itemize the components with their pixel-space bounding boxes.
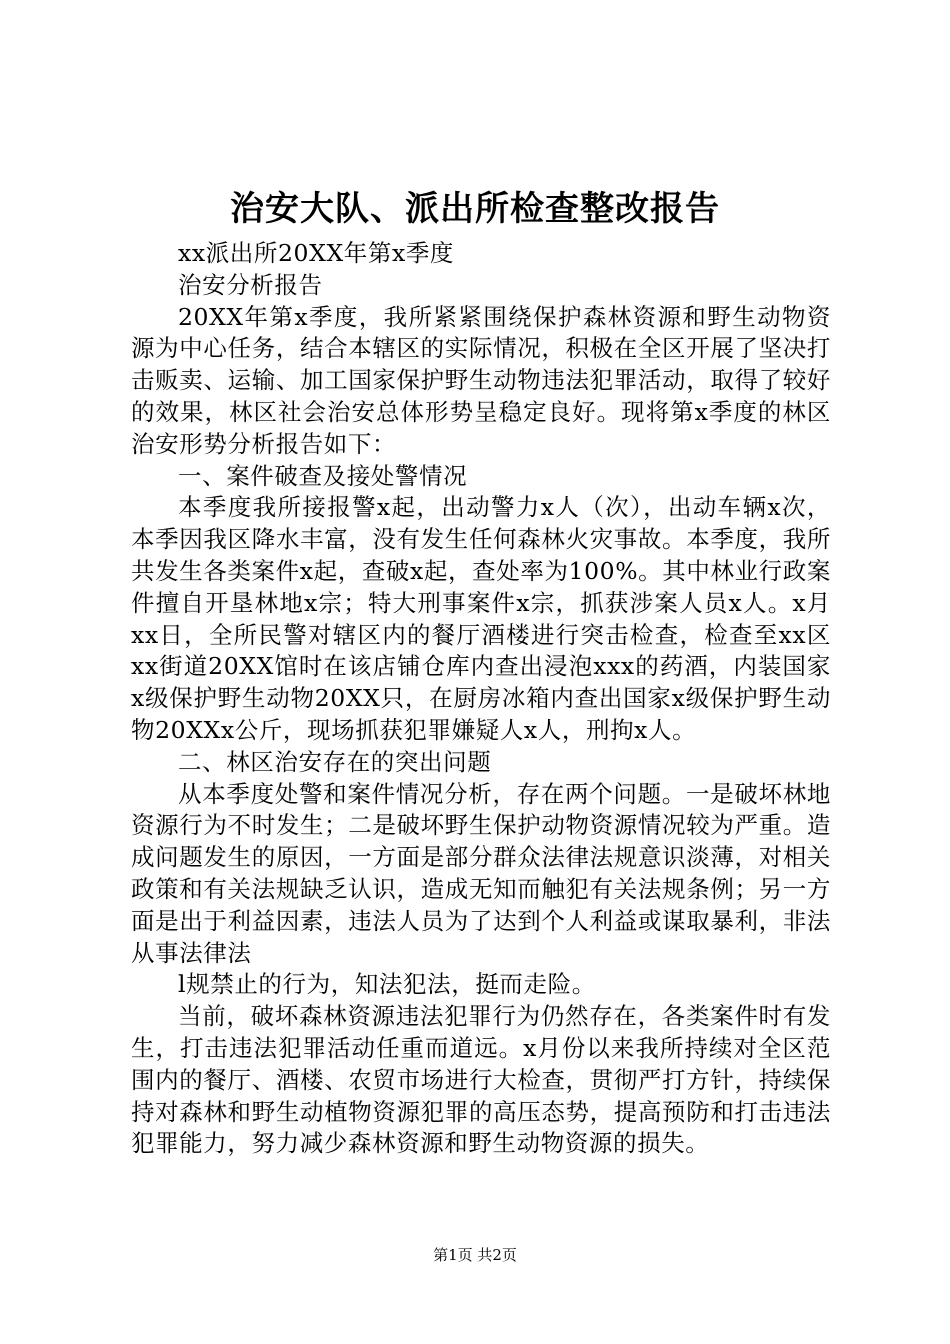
paragraph-subtitle: 治安分析报告 <box>178 270 323 299</box>
section-heading-2: 二、林区治安存在的突出问题 <box>178 747 492 776</box>
paragraph-problems: 从本季度处警和案件情况分析，存在两个问题。一是破坏林地资源行为不时发生；二是破坏野生保护动物资源情况较为严重。造成问题发生的原因，一方面是部分群众法律法规意识淡薄，对相关政策和有关法规缺乏认识，造成无知而触犯有关法规条例；另一方面是出于利益因素，违法人员为了达到个人利益或谋取暴利，非法从事法律法 <box>131 779 831 967</box>
page-footer: 第1页 共2页 <box>433 1246 517 1264</box>
section-heading-1: 一、案件破查及接处警情况 <box>178 461 468 490</box>
paragraph-current: 当前，破坏森林资源违法犯罪行为仍然存在，各类案件时有发生，打击违法犯罪活动任重而道远。x月份以来我所持续对全区范围内的餐厅、酒楼、农贸市场进行大检查，贯彻严打方针，持续保持对森林和野生动植物资源犯罪的高压态势，提高预防和打击违法犯罪能力，努力减少森林资源和野生动物资源的损失。 <box>131 1002 831 1158</box>
paragraph-intro: 20XX年第x季度，我所紧紧围绕保护森林资源和野生动物资源为中心任务，结合本辖区的实际情况，积极在全区开展了坚决打击贩卖、运输、加工国家保护野生动物违法犯罪活动，取得了较好的效果，林区社会治安总体形势呈稳定良好。现将第x季度的林区治安形势分析报告如下： <box>131 302 831 458</box>
paragraph-header-line: xx派出所20XX年第x季度 <box>178 239 455 267</box>
paragraph-cases: 本季度我所接报警x起，出动警力x人（次），出动车辆x次，本季因我区降水丰富，没有发生任何森林火灾事故。本季度，我所共发生各类案件x起，查破x起，查处率为100%。其中林业行政案件擅自开垦林地x宗；特大刑事案件x宗，抓获涉案人员x人。x月xx日，全所民警对辖区内的餐厅酒楼进行突击检查，检查至xx区xx街道20XX馆时在该店铺仓库内查出浸泡xxx的药酒，内装国家x级保护野生动物20XX只，在厨房冰箱内查出国家x级保护野生动物20XXx公斤，现场抓获犯罪嫌疑人x人，刑拘x人。 <box>131 493 831 744</box>
document-body <box>131 238 831 1160</box>
document-title: 治安大队、派出所检查整改报告 <box>230 189 720 229</box>
paragraph-continuation: l规禁止的行为，知法犯法，挺而走险。 <box>178 970 596 999</box>
